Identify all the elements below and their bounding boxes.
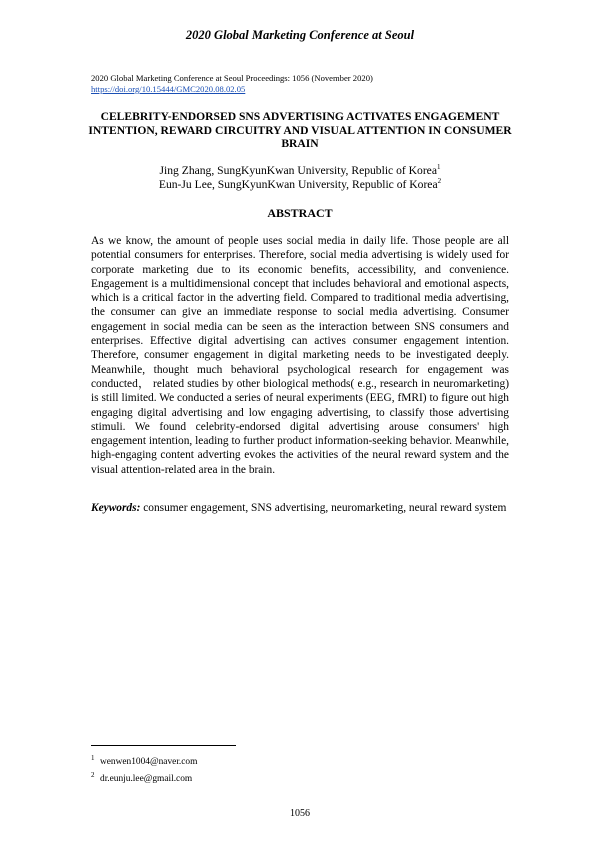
keywords-text: consumer engagement, SNS advertising, neuromarketing, neural reward system [140, 502, 507, 514]
abstract-heading: ABSTRACT [267, 206, 333, 220]
proceedings-citation: 2020 Global Marketing Conference at Seoul Proceedings: 1056 (November 2020) [91, 73, 373, 83]
footnotes [91, 752, 197, 785]
footnote-marker: 2 [437, 177, 442, 186]
footnote [91, 769, 197, 786]
abstract-body: As we know, the amount of people uses social media in daily life. Those people are all potential consumers for enterprises. Therefore, social media advertising is widely used for corporate marketing due to its economic benefits, accessibility, and convenience. Engagement is a multidimensional concept that includes behavioral and emotional aspects, which is a critical factor in the adverting field. Compared to traditional media advertising, the consumer can give an immediate response to social media advertising. Consumer engagement in social media can be seen as the interaction between SNS consumers and enterprises. Effective digital advertising can actives consumer engagement intention. Therefore, consumer engagement in digital marketing needs to be investigated deeply. Meanwhile, thought much behavioral psychological research for engagement was conducted， related studies by other biological methods( e.g., research in neuromarketing) is still limited. We conducted a series of neural experiments (EEG, fMRI) to figure out high engaging digital advertising and low engaging advertising, to classify those advertising stimuli. We found celebrity-endorsed digital advertising arouse consumers' high engagement intention, leading to further product information-seeking behavior. Meanwhile, high-engaging content adverting evokes the activities of the neural reward system and the visual attention-related area in the brain. [91, 235, 509, 476]
author-affiliation: Eun-Ju Lee, SungKyunKwan University, Republic of Korea [158, 178, 438, 191]
footnote-number: 1 [91, 754, 95, 762]
footnote-text: dr.eunju.lee@gmail.com [100, 773, 193, 784]
keywords [91, 501, 509, 515]
footnote-number: 2 [91, 770, 95, 779]
author-affiliation: Jing Zhang, SungKyunKwan University, Republic of Korea [159, 164, 437, 177]
keywords-label: Keywords: [91, 502, 141, 514]
running-header: 2020 Global Marketing Conference at Seoul [185, 28, 415, 42]
author-line [80, 178, 520, 192]
footnote-divider [91, 745, 236, 746]
paper-title: CELEBRITY-ENDORSED SNS ADVERTISING ACTIVATES ENGAGEMENT INTENTION, REWARD CIRCUITRY AND VISUAL ATTENTION IN CONSUMER BRAIN [88, 110, 512, 150]
page-number: 1056 [290, 808, 310, 819]
footnote-marker: 1 [436, 163, 441, 172]
author-list [80, 164, 520, 192]
footnote-text: wenwen1004@naver.com [100, 757, 198, 768]
doi-link[interactable]: https://doi.org/10.15444/GMC2020.08.02.05 [91, 84, 246, 94]
author-line [80, 164, 520, 178]
proceedings-info [91, 73, 373, 95]
footnote [91, 752, 197, 769]
